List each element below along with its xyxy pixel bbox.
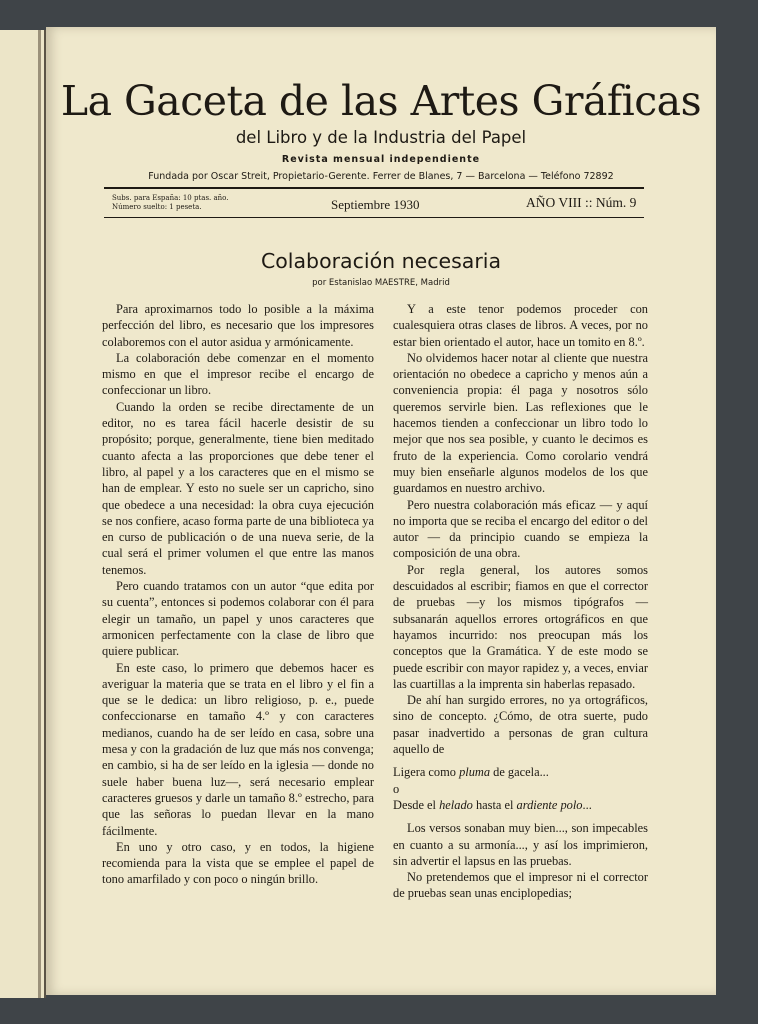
article-title: Colaboración necesaria	[260, 249, 502, 273]
paragraph: Los versos sonaban muy bien..., son impecables en cuanto a su armonía..., y así los imprimieron, sin advertir el lapsus en las pruebas.	[393, 821, 648, 868]
magazine-subtitle: del Libro y de la Industria del Papel	[235, 128, 527, 147]
verse-line: Desde el helado hasta el ardiente polo...	[393, 797, 592, 812]
issue-date: Septiembre 1930	[331, 197, 420, 212]
subscription-price: Subs. para España: 10 ptas. año.	[112, 194, 229, 202]
verse-conjunction: o	[393, 781, 400, 796]
paragraph: En este caso, lo primero que debemos hacer es averiguar la materia que se trata en el libro y el fin a que se le dedica: un libro religioso, p. e., puede confeccionarse en tamaño 4.º y con caracteres medianos, cuando ha de ser leído en casa, sobre una mesa y con la gradación de luz que más nos convenga; en cambio, si ha de ser leído en la iglesia — donde no suele haber buena luz—, será necesario emplear caracteres gruesos y darle un tamaño 8.º estrecho, para que las señoras lo puedan llevar en la mano fácilmente.	[102, 660, 374, 838]
paragraph: No pretendemos que el impresor ni el corrector de pruebas sean unas enciplopedias;	[393, 870, 648, 901]
paragraph: En uno y otro caso, y en todos, la higiene recomienda para la vista que se emplee el papel de tono amarfilado y con poco o ningún brillo.	[102, 839, 374, 887]
paragraph: Cuando la orden se recibe directamente de un editor, no es tarea fácil hacerle desistir de su propósito; porque, generalmente, tiene bien meditado cuanto afecta a las proporciones que debe tener el libro, al papel y a los caracteres que en el mismo se han de emplear. Y esto no suele ser un capricho, sino que obedece a una necesidad: la obra cuya ejecución se nos confiere, acaso forma parte de una biblioteca ya en curso de publicación o de una nueva serie, de la cual será el primer volumen el que entre las manos tenemos.	[102, 399, 374, 577]
masthead	[46, 75, 716, 182]
magazine-tagline: Revista mensual independiente	[281, 154, 481, 165]
paragraph: No olvidemos hacer notar al cliente que nuestra orientación no obedece a capricho y menos aún a conveniencia propia: él paga y nosotros sólo queremos servirle bien. Las reflexiones que le hacemos tienden a confeccionar un libro todo lo mejor que nos sea posible, y cuanto le decimos es fruto de la experiencia. Como corolario vendrá muy bien enseñarle algunos modelos de los que guardamos en nuestro archivo.	[393, 350, 648, 496]
verse-line: Ligera como pluma de gacela...	[393, 765, 549, 780]
article-byline: por Estanislao MAESTRE, Madrid	[312, 278, 450, 288]
magazine-title: La Gaceta de las Artes Gráficas	[60, 77, 702, 125]
founder-line: Fundada por Oscar Streit, Propietario-Gerente. Ferrer de Blanes, 7 — Barcelona — Teléfono 72892	[148, 171, 614, 182]
subscription-info	[112, 194, 229, 212]
issue-number: AÑO VIII :: Núm. 9	[526, 195, 637, 210]
single-issue-price: Número suelto: 1 peseta.	[112, 203, 202, 211]
article-column-right	[393, 301, 648, 902]
paragraph: Y a este tenor podemos proceder con cualesquiera otras clases de libros. A veces, por no estar bien orientado el autor, hace un tomito en 8.º.	[393, 302, 648, 349]
paragraph: La colaboración debe comenzar en el momento mismo en que el impresor recibe el encargo de confeccionar un libro.	[102, 350, 374, 398]
paragraph: Para aproximarnos todo lo posible a la máxima perfección del libro, es necesario que los impresores colaboremos con el autor asidua y armónicamente.	[102, 302, 374, 349]
magazine-page	[46, 27, 716, 995]
paragraph: De ahí han surgido errores, no ya ortográficos, sino de concepto. ¿Cómo, de otra suerte, pudo pasar inadvertido a personas de gran cultura aquello de	[393, 693, 648, 757]
paragraph: Pero cuando tratamos con un autor “que edita por su cuenta”, entonces si podemos colaborar con él para elegir un tamaño, un papel y unos caracteres que armonicen perfectamente con la clase de libro que quiere publicar.	[102, 579, 374, 659]
article-column-left	[102, 301, 374, 888]
paragraph: Pero nuestra colaboración más eficaz — y aquí no importa que se reciba el encargo del editor o del autor — da principio cuando se empieza la composición de una obra.	[393, 497, 648, 561]
page-gutter	[38, 30, 41, 998]
masthead-rule-bottom	[104, 217, 644, 218]
masthead-rule-top	[104, 187, 644, 189]
paragraph: Por regla general, los autores somos descuidados al escribir; fiamos en que el corrector de pruebas —y los mismos tipógrafos — subsanarán aquellos errores ortográficos en que hayamos incurrido: nos preocupan más los conceptos que la Gramática. Y de este modo se puede escribir con mayor rapidez y, a veces, enviar las cuartillas a la imprenta sin haberlas repasado.	[393, 562, 648, 691]
